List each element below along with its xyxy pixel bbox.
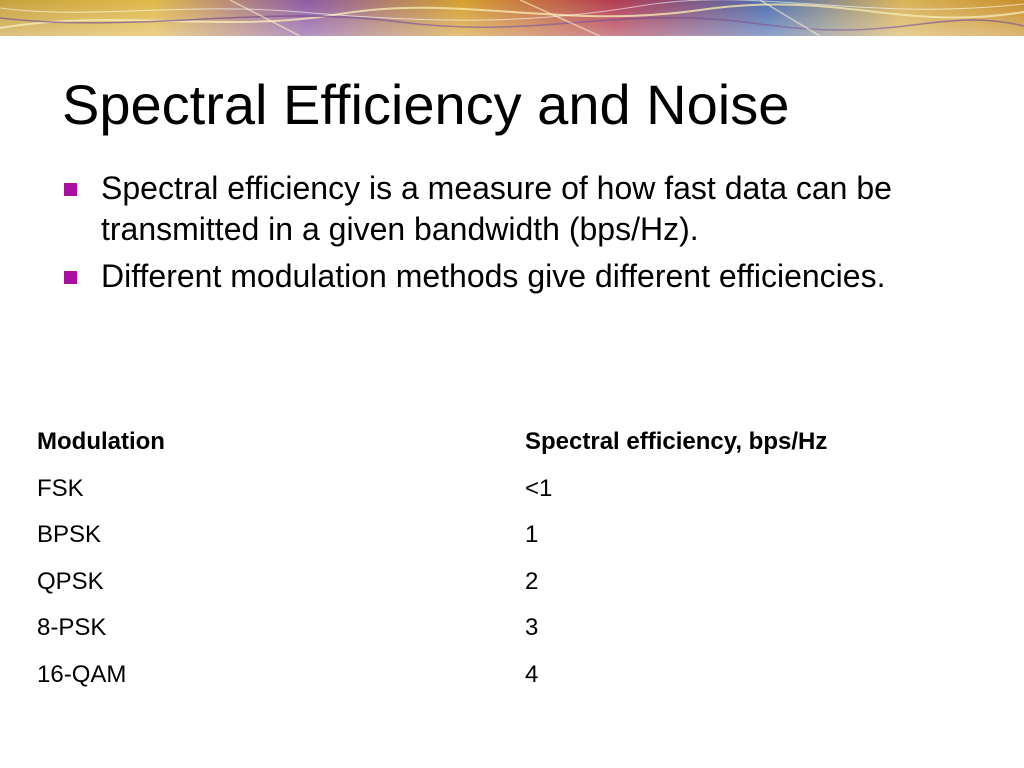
table-row	[37, 466, 937, 513]
efficiency-cell: <1	[525, 474, 553, 502]
decorative-banner-image	[0, 0, 1024, 36]
modulation-efficiency-table	[37, 419, 937, 698]
efficiency-cell: 2	[525, 567, 539, 595]
table-row	[37, 559, 937, 606]
modulation-cell: 16-QAM	[37, 660, 127, 688]
column-header-modulation: Modulation	[37, 428, 165, 456]
table-row	[37, 512, 937, 559]
bullet-item	[64, 256, 964, 297]
banner-graphic	[0, 0, 1024, 36]
bullet-text: Different modulation methods give different efficiencies.	[101, 258, 886, 294]
square-bullet-icon	[64, 271, 77, 284]
table-row	[37, 605, 937, 652]
modulation-cell: FSK	[37, 474, 84, 502]
efficiency-cell: 1	[525, 521, 539, 549]
bullet-list	[64, 168, 964, 303]
slide-title: Spectral Efficiency and Noise	[62, 73, 790, 136]
modulation-cell: QPSK	[37, 567, 104, 595]
table-header-row	[37, 419, 937, 466]
modulation-cell: 8-PSK	[37, 614, 107, 642]
table-row	[37, 652, 937, 699]
square-bullet-icon	[64, 183, 77, 196]
column-header-spectral-efficiency: Spectral efficiency, bps/Hz	[525, 428, 828, 456]
efficiency-cell: 4	[525, 660, 539, 688]
bullet-text: Spectral efficiency is a measure of how fast data can be transmitted in a given bandwidth (bps/Hz).	[101, 170, 892, 247]
bullet-item	[64, 168, 964, 250]
modulation-cell: BPSK	[37, 521, 102, 549]
efficiency-cell: 3	[525, 614, 539, 642]
